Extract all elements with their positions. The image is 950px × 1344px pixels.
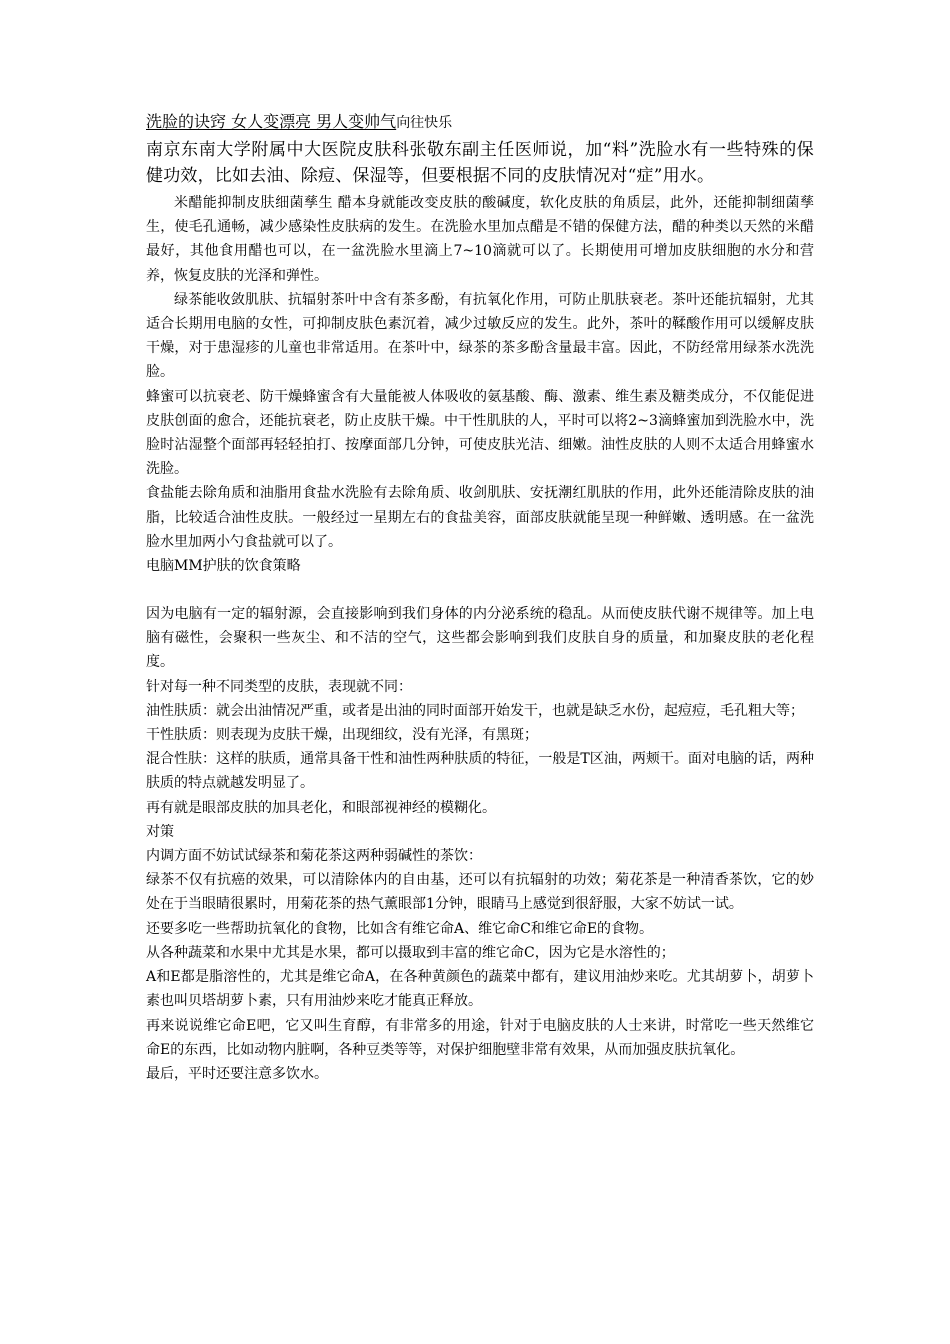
- paragraph-vitamin-c: 从各种蔬菜和水果中尤其是水果，都可以摄取到丰富的维它命C，因为它是水溶性的；: [146, 944, 675, 961]
- article-title: 洗脸的诀窍 女人变漂亮 男人变帅气: [146, 112, 397, 131]
- paragraph-salt: 食盐能去除角质和油脂用食盐水洗脸有去除角质、收剑肌肤、安抚潮红肌肤的作用，此外还能清除皮肤的油脂，比较适合油性皮肤。一般经过一星期左右的食盐美容，面部皮肤就能呈现一种鲜嫩、透明感。在一盆洗脸水里加两小勺食盐就可以了。: [146, 485, 814, 550]
- paragraph-vitamin-a: A和E都是脂溶性的，尤其是维它命A，在各种黄颜色的蔬菜中都有，建议用油炒来吃。尤其胡萝卜，胡萝卜素也叫贝塔胡萝卜素，只有用油炒来吃才能真正释放。: [146, 969, 814, 1010]
- paragraph-antioxidant-foods: 还要多吃一些帮助抗氧化的食物，比如含有维它命A、维它命C和维它命E的食物。: [146, 920, 654, 937]
- paragraph-vitamin-e: 再来说说维它命E吧，它又叫生育醇，有非常多的用途，针对于电脑皮肤的人士来讲，时常吃一些天然维它命E的东西，比如动物内脏啊，各种豆类等等，对保护细胞壁非常有效果，从而加强皮肤抗氧化。: [146, 1017, 814, 1058]
- document-body: [146, 110, 814, 1086]
- paragraph-countermeasures-heading: 对策: [146, 823, 174, 840]
- paragraph-drink-water: 最后，平时还要注意多饮水。: [146, 1065, 328, 1082]
- paragraph-honey: 蜂蜜可以抗衰老、防干燥蜂蜜含有大量能被人体吸收的氨基酸、酶、激素、维生素及糖类成分，不仅能促进皮肤创面的愈合，还能抗衰老，防止皮肤干燥。中干性肌肤的人，平时可以将2~3滴蜂蜜加到洗脸水中，洗脸时沾湿整个面部再轻轻拍打、按摩面部几分钟，可使皮肤光洁、细嫩。油性皮肤的人则不太适合用蜂蜜水洗脸。: [146, 388, 814, 478]
- paragraph-tea-detail: 绿茶不仅有抗癌的效果，可以清除体内的自由基，还可以有抗辐射的功效；菊花茶是一种清香茶饮，它的妙处在于当眼睛很累时，用菊花茶的热气薰眼部1分钟，眼睛马上感觉到很舒服，大家不妨试一试。: [146, 872, 814, 913]
- paragraph-skin-types: 针对每一种不同类型的皮肤，表现就不同：: [146, 678, 412, 695]
- paragraph-green-tea: 绿茶能收敛肌肤、抗辐射茶叶中含有茶多酚，有抗氧化作用，可防止肌肤衰老。茶叶还能抗辐射，尤其适合长期用电脑的女性，可抑制皮肤色素沉着，减少过敏反应的发生。此外，茶叶的鞣酸作用可以缓解皮肤干燥，对于患湿疹的儿童也非常适用。在茶叶中，绿茶的茶多酚含量最丰富。因此，不防经常用绿茶水洗洗脸。: [146, 291, 814, 381]
- section-title: 电脑MM护肤的饮食策略: [146, 558, 301, 575]
- paragraph-vinegar: 米醋能抑制皮肤细菌孳生 醋本身就能改变皮肤的酸碱度，软化皮肤的角质层，此外，还能抑制细菌孳生，使毛孔通畅，减少感染性皮肤病的发生。在洗脸水里加点醋是不错的保健方法，醋的种类以天然的米醋最好，其他食用醋也可以，在一盆洗脸水里滴上7~10滴就可以了。长期使用可增加皮肤细胞的水分和营养，恢复皮肤的光泽和弹性。: [146, 195, 814, 284]
- paragraph-dry-skin: 干性肤质：则表现为皮肤干燥，出现细纹，没有光泽，有黑斑；: [146, 727, 538, 744]
- paragraph-combination-skin: 混合性肤：这样的肤质，通常具备干性和油性两种肤质的特征，一般是T区油，两颊干。面对电脑的话，两种肤质的特点就越发明显了。: [146, 751, 814, 792]
- paragraph-intro: 因为电脑有一定的辐射源，会直接影响到我们身体的内分泌系统的稳乱。从而使皮肤代谢不规律等。加上电脑有磁性，会聚积一些灰尘、和不洁的空气，这些都会影响到我们皮肤自身的质量，和加聚皮肤的老化程度。: [146, 606, 814, 671]
- paragraph-oily-skin: 油性肤质：就会出油情况严重，或者是出油的同时面部开始发干，也就是缺乏水份，起痘痘，毛孔粗大等；: [146, 702, 804, 719]
- article-source: 向往快乐: [396, 115, 453, 131]
- paragraph-eye-skin: 再有就是眼部皮肤的加具老化，和眼部视神经的模糊化。: [146, 799, 496, 816]
- article-lead: 南京东南大学附属中大医院皮肤科张敬东副主任医师说，加“料”洗脸水有一些特殊的保健功效，比如去油、除痘、保湿等，但要根据不同的皮肤情况对“症”用水。: [146, 140, 814, 186]
- paragraph-tea-intro: 内调方面不妨试试绿茶和菊花茶这两种弱碱性的茶饮：: [146, 848, 482, 865]
- article-title-line: [146, 110, 814, 135]
